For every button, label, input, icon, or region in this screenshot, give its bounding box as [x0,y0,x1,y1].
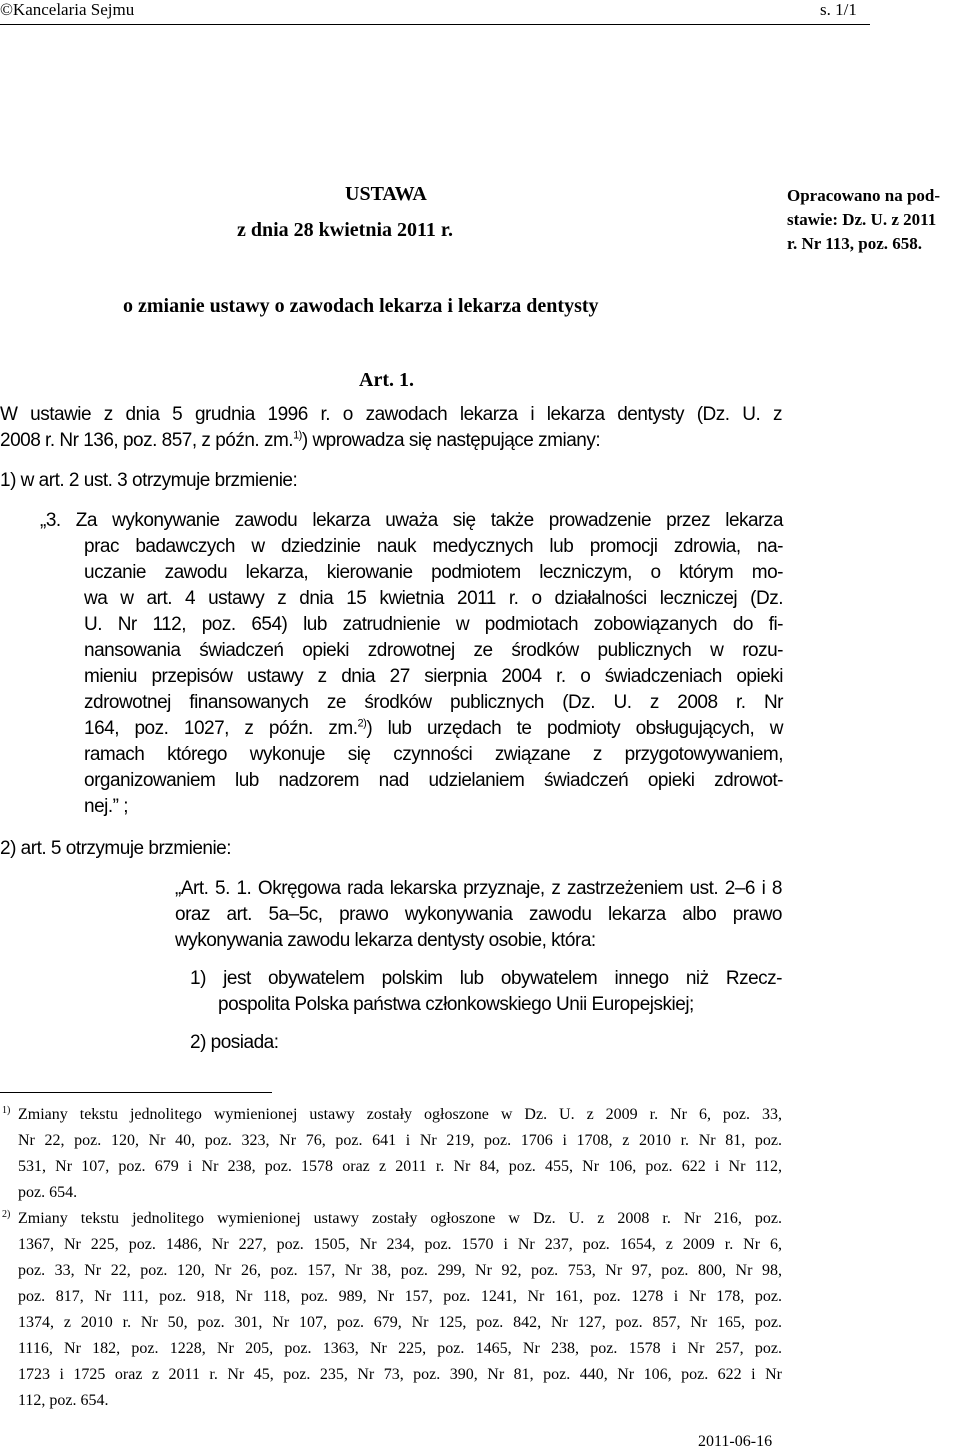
footnote-2 [2,1206,782,1414]
point-2-quote [175,876,782,954]
sub-point-1-cont [218,992,782,1018]
quote-line: nansowania świadczeń opieki zdrowotnej ze środków publicznych w rozu- [84,640,783,661]
footnote-1-mark: 1) [2,1105,11,1116]
quote-line: wykonywania zawodu lekarza dentysty osobie, która: [175,930,596,951]
act-subject: o zmianie ustawy o zawodach lekarza i lekarza dentysty [123,295,599,317]
quote-line [84,716,783,742]
source-note-line: stawie: Dz. U. z 2011 [787,210,937,229]
footnote-line: poz. 817, Nr 111, poz. 918, Nr 118, poz. 989, Nr 157, poz. 1241, Nr 161, poz. 1278 i Nr 178, poz. [18,1288,782,1305]
point-2-intro: 2) art. 5 otrzymuje brzmienie: [0,838,232,859]
footnote-line: Zmiany tekstu jednolitego wymienionej ustawy zostały ogłoszone w Dz. U. z 2008 r. Nr 216, poz. [18,1210,782,1227]
footnote-line: 1723 i 1725 oraz z 2011 r. Nr 45, poz. 235, Nr 73, poz. 390, Nr 81, poz. 440, Nr 106, poz. 622 i Nr [18,1366,782,1383]
intro-line-tail: ) wprowadza się następujące zmiany: [301,430,601,451]
sub-point-line: pospolita Polska państwa członkowskiego Unii Europejskiej; [218,994,694,1015]
footnote-line: 1367, Nr 225, poz. 1486, Nr 227, poz. 1505, Nr 234, poz. 1570 i Nr 237, poz. 1654, z 2009 r. Nr 6, [18,1236,782,1253]
footnote-line: 112, poz. 654. [18,1392,109,1409]
act-date: z dnia 28 kwietnia 2011 r. [237,219,453,241]
quote-line: prac badawczych w dziedzinie nauk medycznych lub promocji zdrowia, na- [84,536,783,557]
quote-line: U. Nr 112, poz. 654) lub zatrudnienie w podmiotach zobowiązanych do fi- [84,614,783,635]
intro-line: W ustawie z dnia 5 grudnia 1996 r. o zawodach lekarza i lekarza dentysty (Dz. U. z [0,404,782,425]
footnote-ref-1: 1) [293,429,302,442]
sub-point-line: 1) jest obywatelem polskim lub obywatelem innego niż Rzecz- [190,968,782,989]
footnote-line: Nr 22, poz. 120, Nr 40, poz. 323, Nr 76, poz. 641 i Nr 219, poz. 1706 i 1708, z 2010 r. Nr 81, poz. [18,1132,782,1149]
footnote-line: 1374, z 2010 r. Nr 50, poz. 301, Nr 107, poz. 679, Nr 125, poz. 842, Nr 127, poz. 857, Nr 165, poz. [18,1314,782,1331]
act-type: USTAWA [345,183,427,205]
footnote-1 [2,1102,782,1206]
header-left: ©Kancelaria Sejmu [0,0,135,19]
sub-point-1 [190,966,782,992]
footnote-line: poz. 654. [18,1184,78,1201]
footer-date: 2011-06-16 [698,1433,773,1450]
footnote-ref-2: 2) [357,717,367,730]
footnote-line: Zmiany tekstu jednolitego wymienionej ustawy zostały ogłoszone w Dz. U. z 2009 r. Nr 6, poz. 33, [18,1106,782,1123]
point-1-quote [40,508,783,534]
header-rule [0,24,870,25]
footnote-rule [0,1092,272,1093]
quote-line: nej.” ; [84,796,129,817]
source-note-line: r. Nr 113, poz. 658. [787,234,923,253]
footnote-line: poz. 33, Nr 22, poz. 120, Nr 26, poz. 157, Nr 38, poz. 299, Nr 92, poz. 753, Nr 97, poz. 800, Nr 98, [18,1262,782,1279]
footnote-2-mark: 2) [2,1209,11,1220]
quote-line-tail: ) lub urzędach te podmioty obsługujących, w [366,718,784,739]
footnote-line: 531, Nr 107, poz. 679 i Nr 238, poz. 1578 oraz z 2011 r. Nr 84, poz. 455, Nr 106, poz. 622 i Nr 112, [18,1158,782,1175]
footnote-line: 1116, Nr 182, poz. 1228, Nr 205, poz. 1363, Nr 225, poz. 1465, Nr 238, poz. 1578 i Nr 257, poz. [18,1340,782,1357]
source-note [787,184,960,256]
point-1-quote-body [84,534,783,820]
article-heading: Art. 1. [359,369,414,391]
article-intro [0,402,782,454]
header-right: s. 1/1 [820,0,857,19]
quote-line: mieniu przepisów ustawy z dnia 27 sierpnia 2004 r. o świadczeniach opieki [84,666,783,687]
sub-point-2: 2) posiada: [190,1032,279,1053]
source-note-line: Opracowano na pod- [787,186,941,205]
quote-line: organizowaniem lub nadzorem nad udzielaniem świadczeń opieki zdrowot- [84,770,783,791]
intro-line-text: 2008 r. Nr 136, poz. 857, z późn. zm. [0,430,294,451]
quote-line: wa w art. 4 ustawy z dnia 15 kwietnia 2011 r. o działalności leczniczej (Dz. [84,588,783,609]
quote-line: „3. Za wykonywanie zawodu lekarza uważa się także prowadzenie przez lekarza [40,510,783,531]
quote-line: oraz art. 5a–5c, prawo wykonywania zawodu lekarza albo prawo [175,904,782,925]
quote-line: uczanie zawodu lekarza, kierowanie podmiotem leczniczym, o którym mo- [84,562,783,583]
quote-line-text: 164, poz. 1027, z późn. zm. [84,718,358,739]
intro-line [0,428,782,454]
quote-line: zdrowotnej finansowanych ze środków publicznych (Dz. U. z 2008 r. Nr [84,692,783,713]
point-1-intro: 1) w art. 2 ust. 3 otrzymuje brzmienie: [0,470,298,491]
quote-line: ramach którego wykonuje się czynności związane z przygotowywaniem, [84,744,783,765]
quote-line: „Art. 5. 1. Okręgowa rada lekarska przyznaje, z zastrzeżeniem ust. 2–6 i 8 [175,878,782,899]
